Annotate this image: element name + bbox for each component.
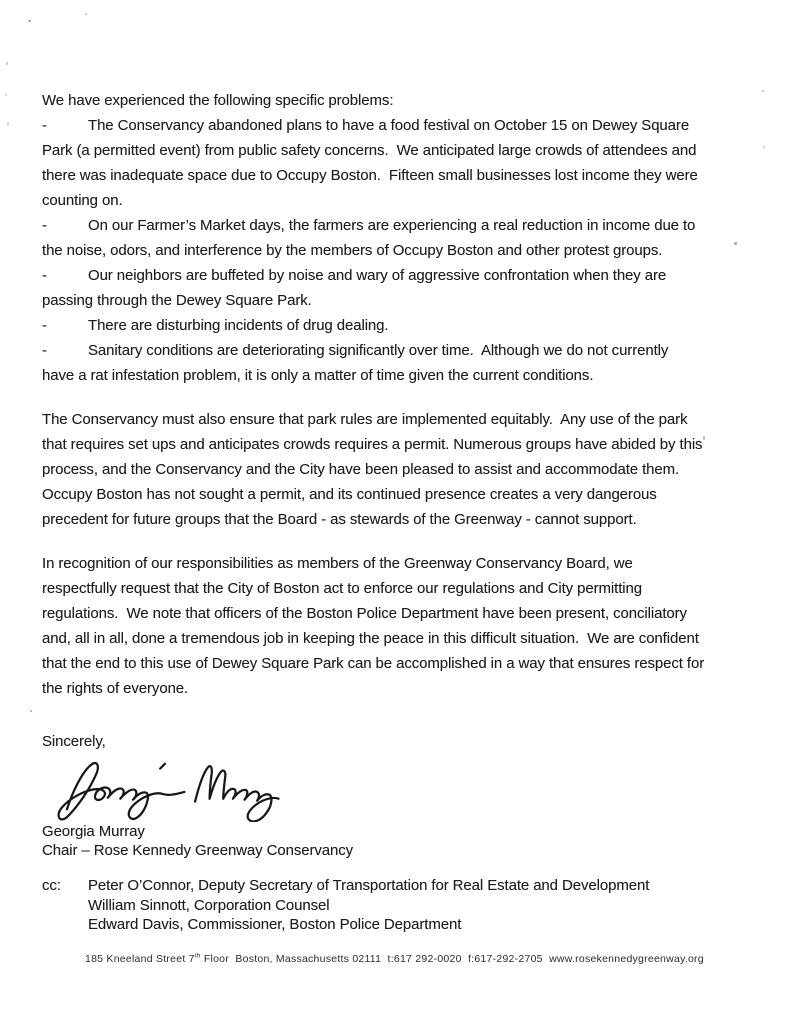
letter-line-text: and, all in all, done a tremendous job in keeping the peace in this difficult situation. We are confident: [42, 630, 699, 647]
letter-line-text: that the end to this use of Dewey Square Park can be accomplished in a way that ensures respect for: [42, 655, 705, 672]
letter-line-text: The Conservancy abandoned plans to have a food festival on October 15 on Dewey Square: [88, 117, 690, 134]
letter-line: [42, 138, 763, 163]
letter-line-text: respectfully request that the City of Boston act to enforce our regulations and City permitting: [42, 580, 642, 597]
scan-speck: [734, 242, 737, 245]
scan-speck: [763, 146, 765, 148]
letter-line: [42, 338, 763, 363]
scan-speck: [7, 122, 9, 125]
scan-speck: [28, 20, 31, 22]
letter-line-text: We have experienced the following specific problems:: [42, 92, 394, 109]
scan-speck: [762, 90, 764, 92]
letter-line-text: the noise, odors, and interference by the members of Occupy Boston and other protest groups.: [42, 242, 663, 259]
scan-speck: [6, 62, 8, 65]
letter-line: [42, 113, 763, 138]
letter-line: [42, 163, 763, 188]
letter-line: [42, 363, 763, 388]
blank-line: [42, 388, 763, 407]
letter-line: [42, 551, 763, 576]
cc-block: [42, 876, 763, 935]
footer-address-post: Floor Boston, Massachusetts 02111 t:617 292-0020 f:617-292-2705 www.rosekennedygreenway.org: [200, 953, 704, 965]
letter-line: [42, 482, 763, 507]
scan-speck: [30, 710, 32, 712]
letter-line-text: counting on.: [42, 192, 123, 209]
letter-line: [42, 626, 763, 651]
letter-line-text: have a rat infestation problem, it is only a matter of time given the current conditions.: [42, 367, 594, 384]
footer-address-pre: 185 Kneeland Street 7: [85, 953, 195, 965]
cc-entry: Edward Davis, Commissioner, Boston Police Department: [88, 916, 462, 933]
letter-line-text: there was inadequate space due to Occupy Boston. Fifteen small businesses lost income they were: [42, 167, 698, 184]
letter-lines: [42, 88, 763, 754]
letter-line-text: the rights of everyone.: [42, 680, 189, 697]
scan-speck: [5, 94, 7, 96]
letter-line: [42, 263, 763, 288]
signer-name: Georgia Murray: [42, 823, 145, 840]
letter-line-text: There are disturbing incidents of drug dealing.: [88, 317, 389, 334]
letter-line-text: Occupy Boston has not sought a permit, and its continued presence creates a very dangerous: [42, 486, 657, 503]
letter-line: [42, 576, 763, 601]
letter-line: [42, 407, 763, 432]
letter-line: [42, 676, 763, 701]
letter-line-text: regulations. We note that officers of the Boston Police Department have been present, conciliatory: [42, 605, 687, 622]
letter-line: [42, 651, 763, 676]
letter-line-text: precedent for future groups that the Board - as stewards of the Greenway - cannot support.: [42, 511, 637, 528]
letter-line-text: Sanitary conditions are deteriorating significantly over time. Although we do not currently: [88, 342, 669, 359]
cc-label: cc:: [42, 877, 61, 894]
letter-line: [42, 507, 763, 532]
letter-line-text: Park (a permitted event) from public safety concerns. We anticipated large crowds of attendees and: [42, 142, 697, 159]
letter-line-text: that requires set ups and anticipates crowds requires a permit. Numerous groups have abided by this: [42, 436, 703, 453]
letter-line: [42, 238, 763, 263]
letter-line: [42, 457, 763, 482]
bullet-dash: -: [42, 317, 47, 334]
blank-line: [42, 532, 763, 551]
footer-address-sup: th: [194, 952, 201, 960]
cc-entries: [88, 876, 649, 935]
scan-speck: [703, 436, 705, 440]
letter-line: [42, 188, 763, 213]
cc-entry: Peter O’Connor, Deputy Secretary of Transportation for Real Estate and Development: [88, 877, 650, 894]
signer-title: Chair – Rose Kennedy Greenway Conservancy: [42, 842, 354, 859]
letter-line-text: process, and the Conservancy and the City have been pleased to assist and accommodate them.: [42, 461, 680, 478]
letterhead-footer: [85, 953, 704, 965]
letter-line-text: Our neighbors are buffeted by noise and wary of aggressive confrontation when they are: [88, 267, 667, 284]
letter-line: [42, 729, 763, 754]
letter-line: [42, 88, 763, 113]
bullet-dash: -: [42, 342, 47, 359]
letter-line-text: Sincerely,: [42, 733, 106, 750]
letter-line: [42, 601, 763, 626]
signature-image: [44, 756, 763, 822]
letter-line-text: In recognition of our responsibilities as members of the Greenway Conservancy Board, we: [42, 555, 633, 572]
letter-line: [42, 288, 763, 313]
letter-line-text: The Conservancy must also ensure that park rules are implemented equitably. Any use of the park: [42, 411, 688, 428]
letter-line-text: passing through the Dewey Square Park.: [42, 292, 312, 309]
cc-entry: William Sinnott, Corporation Counsel: [88, 896, 330, 914]
signer-block: [42, 822, 763, 860]
bullet-dash: -: [42, 117, 47, 134]
blank-line: [42, 701, 763, 729]
letter-line: [42, 313, 763, 338]
letter-line: [42, 213, 763, 238]
bullet-dash: -: [42, 217, 47, 234]
letter-line: [42, 432, 763, 457]
letter-line-text: On our Farmer’s Market days, the farmers are experiencing a real reduction in income due to: [88, 217, 696, 234]
handwritten-signature-icon: [44, 756, 284, 822]
scan-speck: [85, 13, 87, 15]
bullet-dash: -: [42, 267, 47, 284]
